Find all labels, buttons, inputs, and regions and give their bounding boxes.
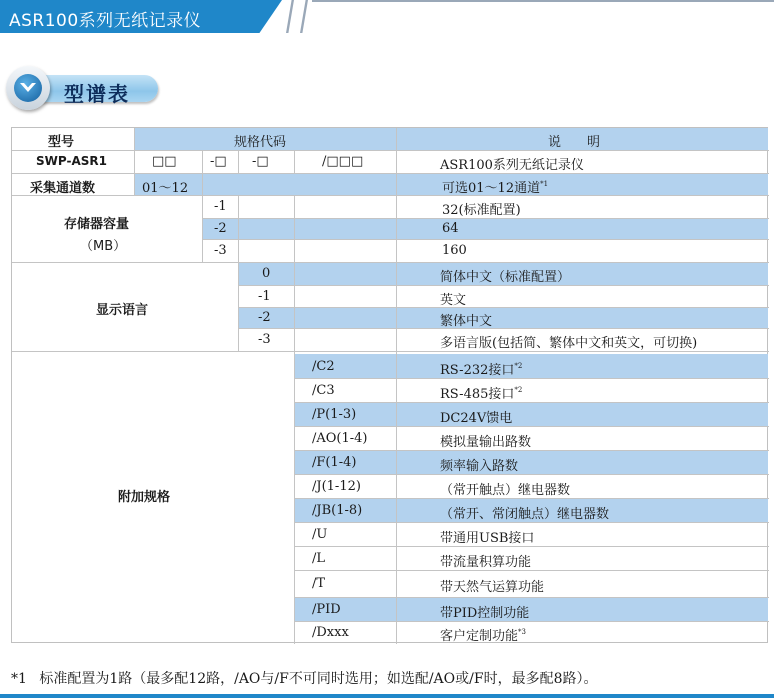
row-divider (12, 262, 769, 263)
column-divider (238, 150, 239, 173)
model-code-channels: □□ (152, 154, 177, 169)
option-description: 带通用USB接口 (440, 531, 535, 546)
option-code: /C2 (312, 359, 335, 374)
section-title: 型谱表 (64, 82, 130, 106)
bottom-rule (0, 694, 774, 698)
row-divider (294, 378, 769, 379)
footnote-marker: *1 (11, 671, 27, 687)
option-description-text: RS-485接口 (440, 387, 515, 402)
option-code: /F(1-4) (312, 455, 357, 470)
chevron-down-icon (17, 77, 39, 99)
column-divider (396, 128, 397, 644)
language-code: -3 (258, 332, 271, 347)
storage-label: 存储器容量 (64, 217, 130, 232)
options-label: 附加规格 (118, 490, 171, 505)
row-divider (294, 474, 769, 475)
option-description (440, 359, 522, 378)
option-code: /J(1-12) (312, 479, 361, 494)
option-description: 带PID控制功能 (440, 606, 530, 621)
storage-code: -2 (214, 221, 227, 236)
channels-code: 01～12 (142, 181, 189, 196)
option-row-highlight (294, 597, 768, 621)
header-spec-code: 规格代码 (234, 135, 287, 150)
row-divider (294, 522, 769, 523)
row-divider (294, 402, 769, 403)
language-label: 显示语言 (96, 303, 149, 318)
storage-unit: （MB） (80, 239, 127, 254)
option-description: 带流量积算功能 (440, 555, 532, 570)
option-description (440, 625, 526, 644)
option-code: /PID (312, 602, 341, 617)
column-divider (294, 195, 295, 644)
row-divider (12, 150, 769, 151)
row-divider (294, 426, 769, 427)
language-code: -1 (258, 289, 271, 304)
language-description: 简体中文（标准配置） (440, 270, 571, 285)
row-divider (238, 328, 769, 329)
row-divider (294, 450, 769, 451)
column-divider (238, 195, 239, 351)
footnote-marker: *2 (514, 386, 523, 394)
channels-label: 采集通道数 (30, 181, 96, 196)
channels-description (442, 177, 548, 196)
footnote-marker: *1 (540, 180, 549, 188)
row-divider (12, 351, 769, 352)
option-code: /L (312, 551, 326, 566)
option-description: 模拟量输出路数 (440, 435, 532, 450)
option-description: （常开触点）继电器数 (440, 483, 571, 498)
row-divider (294, 621, 769, 622)
language-code: -2 (258, 310, 271, 325)
row-divider (202, 218, 769, 219)
row-divider (238, 285, 769, 286)
top-banner (0, 0, 774, 36)
option-description: DC24V馈电 (440, 411, 513, 426)
model-spec-table (11, 127, 768, 643)
footnote-text: 标准配置为1路（最多配12路，/AO与/F不可同时选用；如选配/AO或/F时，最多配8路）。 (39, 671, 598, 687)
row-divider (294, 570, 769, 571)
option-description-text: RS-232接口 (440, 363, 515, 378)
row-divider (12, 173, 769, 174)
row-divider (294, 498, 769, 499)
option-code: /JB(1-8) (312, 503, 363, 518)
header-model: 型号 (48, 135, 75, 150)
option-code: /T (312, 576, 326, 591)
column-divider (134, 128, 135, 196)
option-code: /P(1-3) (312, 407, 357, 422)
section-badge (6, 66, 50, 110)
model-name: SWP-ASR1 (36, 154, 107, 168)
channels-description-text: 可选01～12通道 (442, 181, 541, 196)
row-divider (294, 597, 769, 598)
section-heading (6, 66, 156, 110)
option-code: /Dxxx (312, 625, 349, 640)
footnote-marker: *2 (514, 362, 523, 370)
model-description: ASR100系列无纸记录仪 (440, 158, 584, 173)
language-row-highlight (238, 307, 768, 328)
storage-description: 64 (442, 221, 459, 236)
language-description: 英文 (440, 293, 467, 308)
row-divider (12, 195, 769, 196)
option-description-text: 客户定制功能 (440, 629, 519, 644)
model-code-language: -□ (252, 154, 269, 169)
row-divider (202, 239, 769, 240)
language-description: 多语言版(包括简、繁体中文和英文，可切换) (440, 336, 698, 351)
option-description (440, 383, 522, 402)
column-divider (202, 150, 203, 262)
option-description: （常开、常闭触点）继电器数 (440, 507, 610, 522)
option-code: /AO(1-4) (312, 431, 368, 446)
banner-title: ASR100系列无纸记录仪 (9, 11, 202, 31)
banner-rule (312, 0, 774, 2)
row-divider (238, 307, 769, 308)
option-row-highlight (294, 402, 768, 426)
model-code-options: /□□□ (322, 154, 364, 169)
storage-description: 160 (442, 243, 467, 258)
storage-description: 32(标准配置) (442, 203, 521, 218)
footnote (11, 668, 597, 688)
option-code: /U (312, 527, 328, 542)
option-description: 频率输入路数 (440, 459, 519, 474)
option-description: 带天然气运算功能 (440, 580, 545, 595)
model-code-storage: -□ (210, 154, 227, 169)
language-description: 繁体中文 (440, 314, 493, 329)
storage-code: -1 (214, 199, 227, 214)
storage-code: -3 (214, 243, 227, 258)
header-description: 说 明 (548, 135, 601, 150)
footnote-marker: *3 (518, 628, 526, 636)
option-row-highlight (294, 354, 768, 378)
column-divider (294, 150, 295, 173)
row-divider (294, 546, 769, 547)
option-row-highlight (294, 450, 768, 474)
banner-slash-decoration (300, 0, 308, 33)
banner-slash-decoration (286, 0, 294, 33)
language-code: 0 (262, 266, 271, 281)
storage-row-highlight (202, 218, 768, 239)
option-code: /C3 (312, 383, 335, 398)
